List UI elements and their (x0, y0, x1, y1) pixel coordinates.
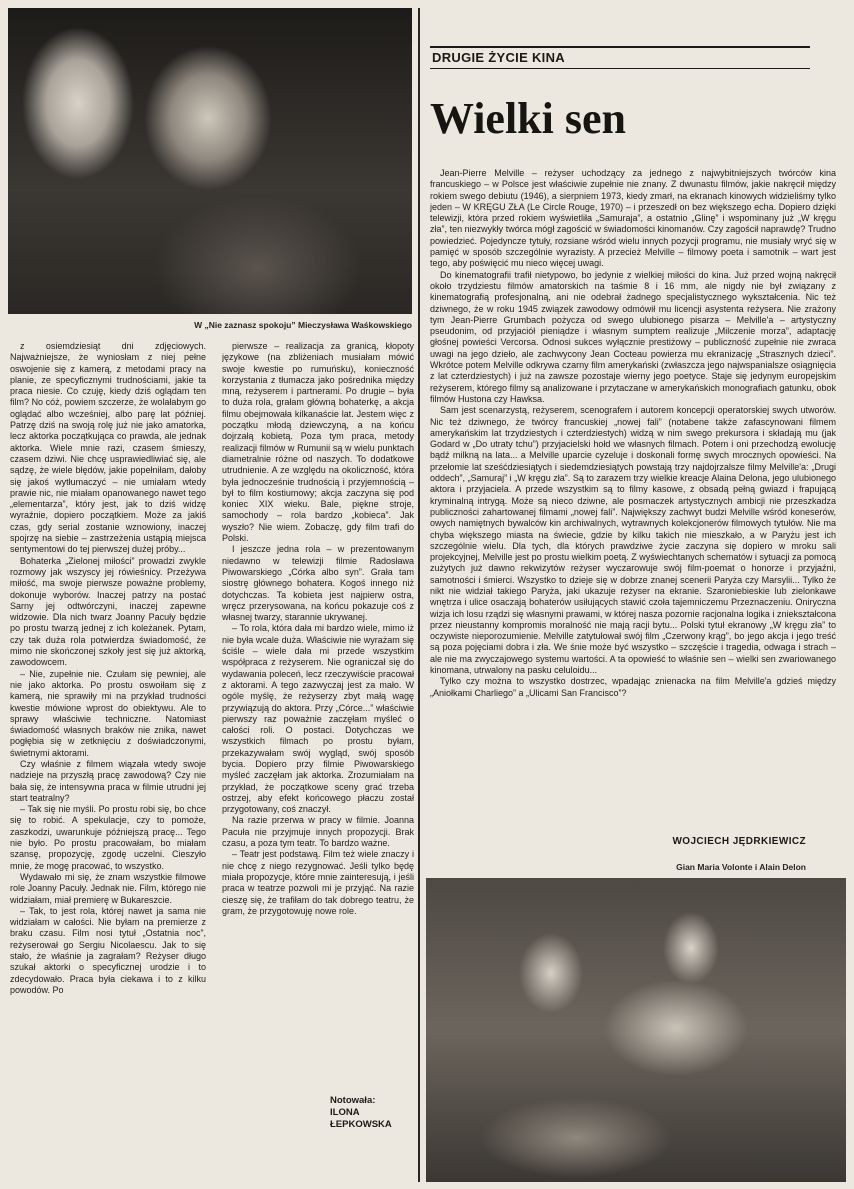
interview-paragraph: – Tak, to jest rola, której nawet ja sama nie widziałam w całości. Nie byłam na premierze z braku czasu. Film nosi tytuł „Ostatnia noc”, reżyserował go Sergiu Nicolaescu. Jak to się stało, że właśnie ja zagrałam? Reżyser długo szukał aktorki o specyficznej urodzie i to zdecydowało. Praca była ciekawa i to z kilku powodów. Po (10, 905, 206, 995)
article-author: WOJCIECH JĘDRKIEWICZ (672, 836, 806, 847)
section-heading: DRUGIE ŻYCIE KINA (432, 50, 565, 65)
photo-top-caption: W „Nie zaznasz spokoju” Mieczysława Waśkowskiego (194, 320, 412, 330)
interview-column-2 (222, 341, 414, 1061)
interview-paragraph: I jeszcze jedna rola – w prezentowanym niedawno w telewizji filmie Radosława Piwowarskiego „Córka albo syn”. Grała tam siostrę głównego bohatera. Kogoś innego niż dotychczas. Ta kobieta jest najpierw ostra, wręcz przerysowana, na końcu pokazuje coś z własnej twarzy, starannie ukrywanej. (222, 544, 414, 623)
section-rule-bottom (430, 68, 810, 69)
article-title: Wielki sen (430, 94, 627, 143)
interview-paragraph: – To rola, która dała mi bardzo wiele, mimo iż nie była wcale duża. Właściwie nie wyrażam się ściśle – wiele dała mi przede wszystkim współpraca z reżyserem. Nie ograniczał się do wydawania poleceń, lecz rzeczywiście pracował z aktorami. A tego zazwyczaj jest za mało. W ogóle myślę, że reżyserzy zbyt małą wagę przywiązują do aktora. Przy „Córce...” właściwie pierwszy raz poważnie zaczęłam myśleć o całości roli. O postaci. Dotychczas we wszystkich filmach po prostu byłam, przekazywałam swój wygląd, swój sposób bycia. Dopiero przy filmie Piwowarskiego myśleć zaczęłam jak aktorka. Zrozumiałam na przykład, że początkowe sceny grać trzeba ostrzej, aby efekt końcowego płaczu został przygotowany, coś znaczył. (222, 623, 414, 815)
interview-paragraph: z osiemdziesiąt dni zdjęciowych. Najważniejsze, że wyniosłam z niej pełne oswojenie się z kamerą, z metodami pracy na planie, ze specyficznymi trudnościami, jakie ta praca niesie. Co czuję, kiedy dziś oglądam ten film? No cóż, powiem szczerze, że wolałabym go oglądać albo wcześniej, albo parę lat później. Patrzę dziś na swoją rolę już nie jako amatorka, lecz aktorka początkująca co prawda, ale jednak aktorka. Wiele mnie razi, czasem śmieszy, czasem dziwi. Nie chcę usprawiedliwiać się, ale sądzę, że wiele błędów, jakie popełniłam, dałoby się jakoś wytłumaczyć – nie umiałam wtedy prawie nic, nie miałam opanowanego nawet tego „elementarza”, który jest, jak to dziś widzę wyraźnie, dopiero początkiem. Może za jakiś czas, gdy serial zostanie wznowiony, inaczej spojrzę na siebie – zastrzeżenia ustąpią miejsca sentymentowi do tej pierwszej dużej próby... (10, 341, 206, 555)
credit-name: ILONA ŁEPKOWSKA (330, 1107, 392, 1130)
interview-paragraph: pierwsze – realizacja za granicą, kłopoty językowe (na zbliżeniach musiałam mówić swoje kwestie po rumuńsku), konieczność korzystania z tłumacza jako pośrednika między mną, reżyserem i partnerami. Po drugie – była to duża rola, grałam główną bohaterkę, a akcja filmu obejmowała kilkanaście lat. Jestem więc z początku młodą dziewczyną, a na końcu dojrzałą kobietą. Poza tym praca, metody realizacji filmów w Rumunii są w wielu punktach diametralnie różne od naszych. To dodatkowe utrudnienie. A ze względu na okoliczność, która była jednocześnie trudnością i przyjemnością – był to film kostiumowy; akcja zaczyna się pod koniec XIX wieku. Bale, piękne stroje, samochody – rola bardzo „kobieca”. Jak wyszło? Nie wiem. Zobaczę, gdy film trafi do Polski. (222, 341, 414, 544)
interview-paragraph: – Teatr jest podstawą. Film też wiele znaczy i nie chcę z niego rezygnować. Jeśli tylko będę miała propozycje, które mnie zainteresują, i jeśli praca w teatrze pozwoli mi je przyjąć. Na razie cieszę się, że trafiłam do tak dobrego teatru, że gram, że przygotowuję nowe role. (222, 849, 414, 916)
interview-paragraph: – Nie, zupełnie nie. Czułam się pewniej, ale nie jako aktorka. Po prostu oswoiłam się z kamerą, nie sprawiły mi na przykład trudności kwestie mówione wprost do obiektywu. Ale to sprawy właściwie techniczne. Natomiast świadomość własnych braków nie znika, nawet pogłębia się w zetknięciu z doświadczonymi, świetnymi aktorami. (10, 668, 206, 758)
photo-bottom-caption: Gian Maria Volonte i Alain Delon (676, 862, 806, 872)
article-paragraph: Sam jest scenarzystą, reżyserem, scenografem i autorem koncepcji operatorskiej swych utworów. Nic też dziwnego, że twórcy francuskiej „nowej fali” (notabene także zafascynowani filmem amerykańskim lat trzydziestych i czterdziestych) widzą w nim swego prekursora i składają mu (jak Godard w „Do utraty tchu”) przyjacielski hołd we własnych filmach. Potem i oni przechodzą ewolucję bądź milkną na lata... a Melville uparcie cyzeluje i doskonali formę swych mrocznych opowieści. Na przełomie lat sześćdziesiątych i siedemdziesiątych powstają trzy najdojrzalsze filmy Melville'a: „Drugi oddech”, „Samuraj” i „W kręgu zła”. Są to zarazem trzy wielkie kreacje Alaina Delona, jego ulubionego aktora i przyjaciela. A przede wszystkim są to filmy kasowe, z obsadą pełną gwiazd i frapującą kryminalną intrygą. Może są nieco dziwne, ale posmaczek artystycznych ambicji nie przeszkadza publiczności zahartowanej filmami „nowej fali”. Największy zachwyt budzi Melville wśród koneserów, owych namiętnych bywalców kin archiwalnych, wytrawnych kolekcjonerów filmowych tytułów. Nie ma chyba większego miasta na świecie, gdzie by kilku takich nie mieszkało, a w Paryżu jest ich szczególnie wielu. Dla tych, dla których prawdziwe życie zaczyna się dopiero w mroku sali projekcyjnej, Melville jest po prostu wielkim poetą. Z wyświechtanych schematów i sytuacji za pomocą zużytych już dawno rekwizytów reżyser wyczarowuje swój film-poemat o honorze i przyjaźni, samotności i śmierci. Wszystko to dzieje się w dobrze znanej scenerii Paryża czy Marsylii... Tylko że nikt nie widział takiego Paryża, jaki ukazuje reżyser na ekranie. Szaroniebieskie lub zielonkawe wnętrza i ulice osaczają bohaterów usiłujących stawić czoła tajemniczemu Przeznaczeniu. Oniryczna wizja ich losu rządzi się własnymi prawami, w której nasza pozornie racjonalna logika i zniekształcona przez nieustanny kompromis moralność nie mają racji bytu... Polski tytuł ekranowy „W kręgu zła” to oczywiste nieporozumienie. Melville zatytułował swój film „Czerwony krąg”, bo jego akcja i jego treść są poza pojęciami dobra i zła. We śnie może być wszystko – szczęście i tragedia, odwaga i strach – ale nie ma zwyczajowego systemu wartości. A ta opowieść to właśnie sen – wielki sen zwariowanego kinomana, utrwalony na pasku celuloidu... (430, 405, 836, 676)
article-paragraph: Do kinematografii trafił nietypowo, bo jedynie z wielkiej miłości do kina. Już przed wojną nakręcił około trzydziestu filmów amatorskich na taśmie 8 i 16 mm, ale nigdy nie był związany z kinematografią profesjonalną, ani nie odebrał żadnego specjalistycznego wykształcenia. Nic też dziwnego, że w roku 1945 związek zawodowy odmówił mu licencji asystenta reżysera. Nie zrażony tym Jean-Pierre Grumbach pożycza od swego ulubionego pisarza – Melville'a – artystyczny pseudonim, od przyjaciół pieniądze i własnym sumptem realizuje „Milczenie morza”, adaptację głośnej powieści Vercorsa. Odnosi sukces wyłącznie prestiżowy – publiczność zupełnie nie zwraca uwagi na jego dzieło, ale zachwycony Jean Cocteau powierza mu ekranizację „Strasznych dzieci”. Wkrótce potem Melville odkrywa czarny film amerykański (zwłaszcza jego najwspanialsze osiągnięcia z lat czterdziestych) i już na zawsze pozostaje wierny jego poetyce. Staje się jedynym europejskim reżyserem, którego filmy są analizowane i przytaczane w amerykańskich monografiach gatunku, obok filmów Hustona czy Hawksa. (430, 269, 836, 404)
credit-label: Notowała: (330, 1095, 376, 1106)
interview-credit (330, 1095, 414, 1131)
film-still-top-photo (8, 8, 412, 314)
film-still-bottom-photo (426, 878, 846, 1182)
interview-column-1 (10, 341, 206, 1151)
interview-paragraph: – Tak się nie myśli. Po prostu robi się, bo chce się to robić. A spekulacje, czy to pomoże, zaszkodzi, uwarunkuje późniejszą pracę... Tego nie było. Po prostu pracowałam, bo miałam szansę, propozycję, zgodę uczelni. Cieszyło mnie, że mogę pracować, to wszystko. (10, 804, 206, 871)
column-divider (418, 8, 420, 1182)
article-paragraph: Jean-Pierre Melville – reżyser uchodzący za jednego z najwybitniejszych twórców kina francuskiego – w Polsce jest właściwie zupełnie nie znany. Z dwunastu filmów, jakie nakręcił między rokiem swego debiutu (1946), a sierpniem 1973, kiedy zmarł, na ekranach kinowych widzieliśmy tylko jeden – W KRĘGU ZŁA (Le Circle Rouge, 1970) – i przeszedł on bez większego echa. Dopiero dzięki telewizji, która przed rokiem wyświetliła „Samuraja”, a ostatnio „Glinę” i wspominany już „W kręgu zła”, ten niezwykły twórca mógł zagościć w świadomości kinomanów. Czy zagościł naprawdę? Trudno powiedzieć. Pojedyncze tytuły, rozsiane wśród wielu innych pozycji programu, nie musiały wryć się w pamięć w sposób szczególnie wyrazisty. A przecież Melville – filmowy poeta i samotnik – wart jest tego, aby poświęcić mu nieco więcej uwagi. (430, 168, 836, 269)
article-body (430, 168, 836, 808)
article-paragraph: Tylko czy można to wszystko dostrzec, wpadając znienacka na film Melville'a gdzieś między „Aniołkami Charliego” a „Ulicami San Francisco”? (430, 676, 836, 698)
interview-paragraph: Bohaterka „Zielonej miłości” prowadzi zwykle rozmowy jak wszyscy jej rówieśnicy. Przeżywa miłość, ma swoje pierwsze poważne problemy, dokonuje wyborów. Inaczej patrzy na postać Sarny jej odtwórczyni, inaczej zapewne widzowie. Dla nich twarz Joanny Pacuły będzie po prostu twarzą jednej z ich koleżanek. Pytam, czy tak duża rola potwierdza świadomość, że mimo nie skończonej szkoły jest się już aktorką, zawodowcem. (10, 555, 206, 668)
interview-paragraph: Wydawało mi się, że znam wszystkie filmowe role Joanny Pacuły. Jednak nie. Film, którego nie widziałam, miał premierę w Bukareszcie. (10, 871, 206, 905)
interview-paragraph: Czy właśnie z filmem wiązała wtedy swoje nadzieje na przyszłą pracę zawodową? Czy nie bała się, że intensywna praca w filmie utrudni jej start teatralny? (10, 758, 206, 803)
interview-paragraph: Na razie przerwa w pracy w filmie. Joanna Pacuła nie przyjmuje innych propozycji. Brak czasu, a poza tym teatr. To bardzo ważne. (222, 815, 414, 849)
section-rule-top (430, 46, 810, 48)
